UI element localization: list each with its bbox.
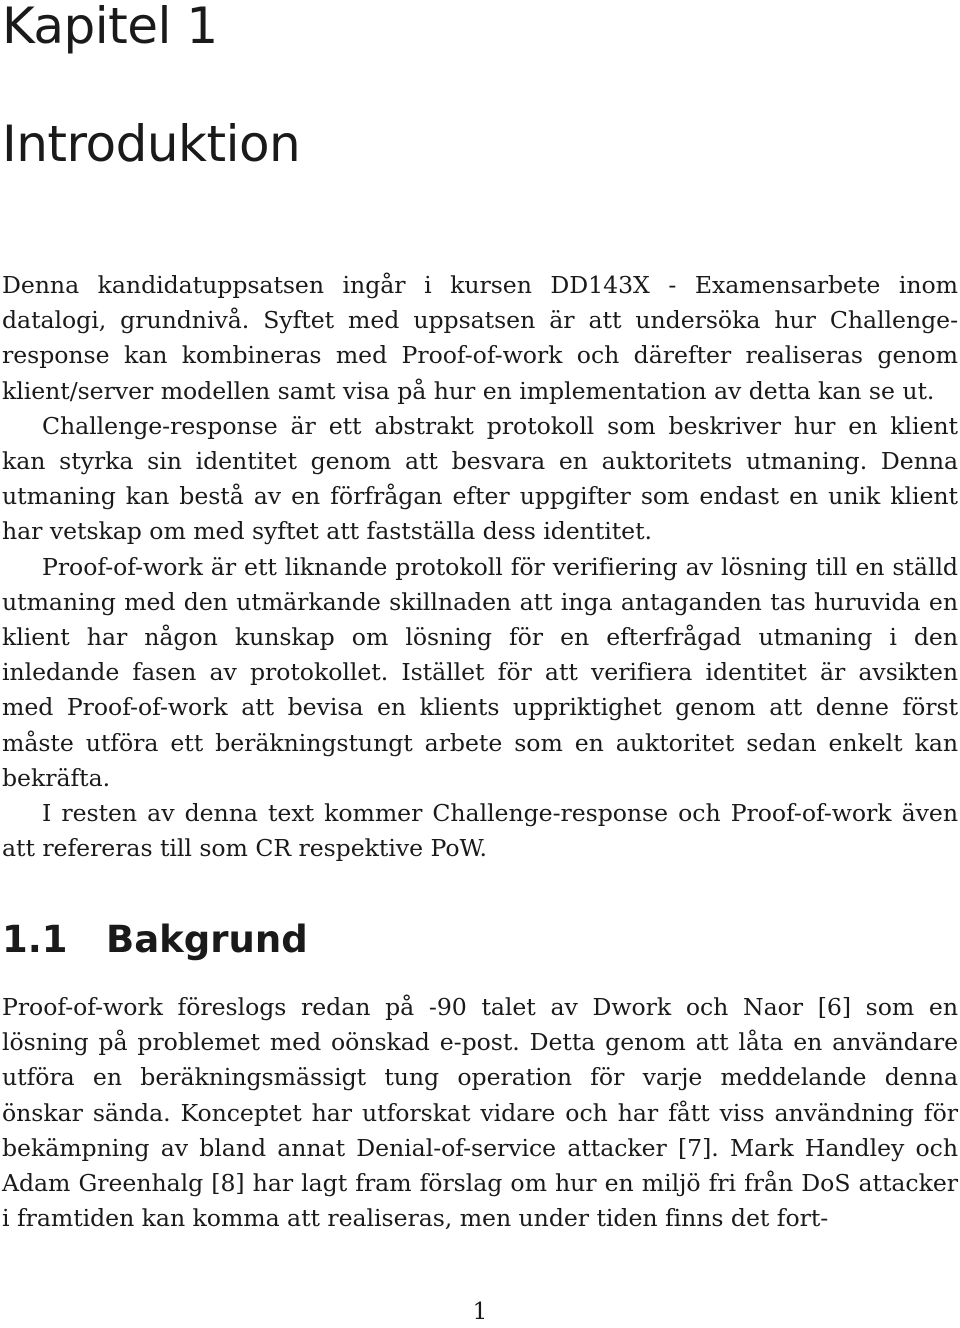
proof-of-work-paragraph: Proof-of-work är ett liknande protokoll för verifiering av lösning till en ställd utmaning med den utmärkande skillnaden att inga antaganden tas huruvida en klient har någon kunskap om lösning för en efterfrågad utmaning i den inledande fasen av protokollet. Istället för att verifiera identitet är avsikten med Proof-of-work att bevisa en klients uppriktighet genom att denne först måste utföra ett beräkningstungt arbete som en auktoritet sedan enkelt kan bekräfta. bbox=[2, 552, 958, 792]
intro-text-block bbox=[2, 268, 958, 866]
abbreviations-paragraph: I resten av denna text kommer Challenge-response och Proof-of-work även att refereras till som CR respektive PoW. bbox=[2, 799, 958, 863]
section-number: 1.1 bbox=[2, 918, 68, 961]
page-number: 1 bbox=[472, 1299, 488, 1325]
section-title: Bakgrund bbox=[106, 918, 308, 961]
background-paragraph: Proof-of-work föreslogs redan på -90 talet av Dwork och Naor [6] som en lösning på problemet med oönskad e-post. Detta genom att låta en användare utföra en beräkningsmässigt tung operation för varje meddelande denna önskar sända. Konceptet har utforskat vidare och har fått viss användning för bekämpning av bland annat Denial-of-service attacker [7]. Mark Handley och Adam Greenhalg [8] har lagt fram förslag om hur en miljö fri från DoS attacker i framtiden kan komma att realiseras, men under tiden finns det fort- bbox=[2, 993, 958, 1233]
background-text-block bbox=[2, 990, 958, 1236]
chapter-label: Kapitel 1 bbox=[2, 0, 218, 55]
challenge-response-paragraph: Challenge-response är ett abstrakt protokoll som beskriver hur en klient kan styrka sin identitet genom att besvara en auktoritets utmaning. Denna utmaning kan bestå av en förfrågan efter uppgifter som endast en unik klient har vetskap om med syftet att fastställa dess identitet. bbox=[2, 411, 958, 546]
section-heading bbox=[2, 914, 308, 966]
chapter-title: Introduktion bbox=[2, 115, 301, 173]
intro-paragraph: Denna kandidatuppsatsen ingår i kursen DD143X - Examensarbete inom datalogi, grundnivå. Syftet med uppsatsen är att undersöka hur Challenge-response kan kombineras med Proof-of-work och därefter realiseras genom klient/server modellen samt visa på hur en implementation av detta kan se ut. bbox=[2, 271, 958, 405]
